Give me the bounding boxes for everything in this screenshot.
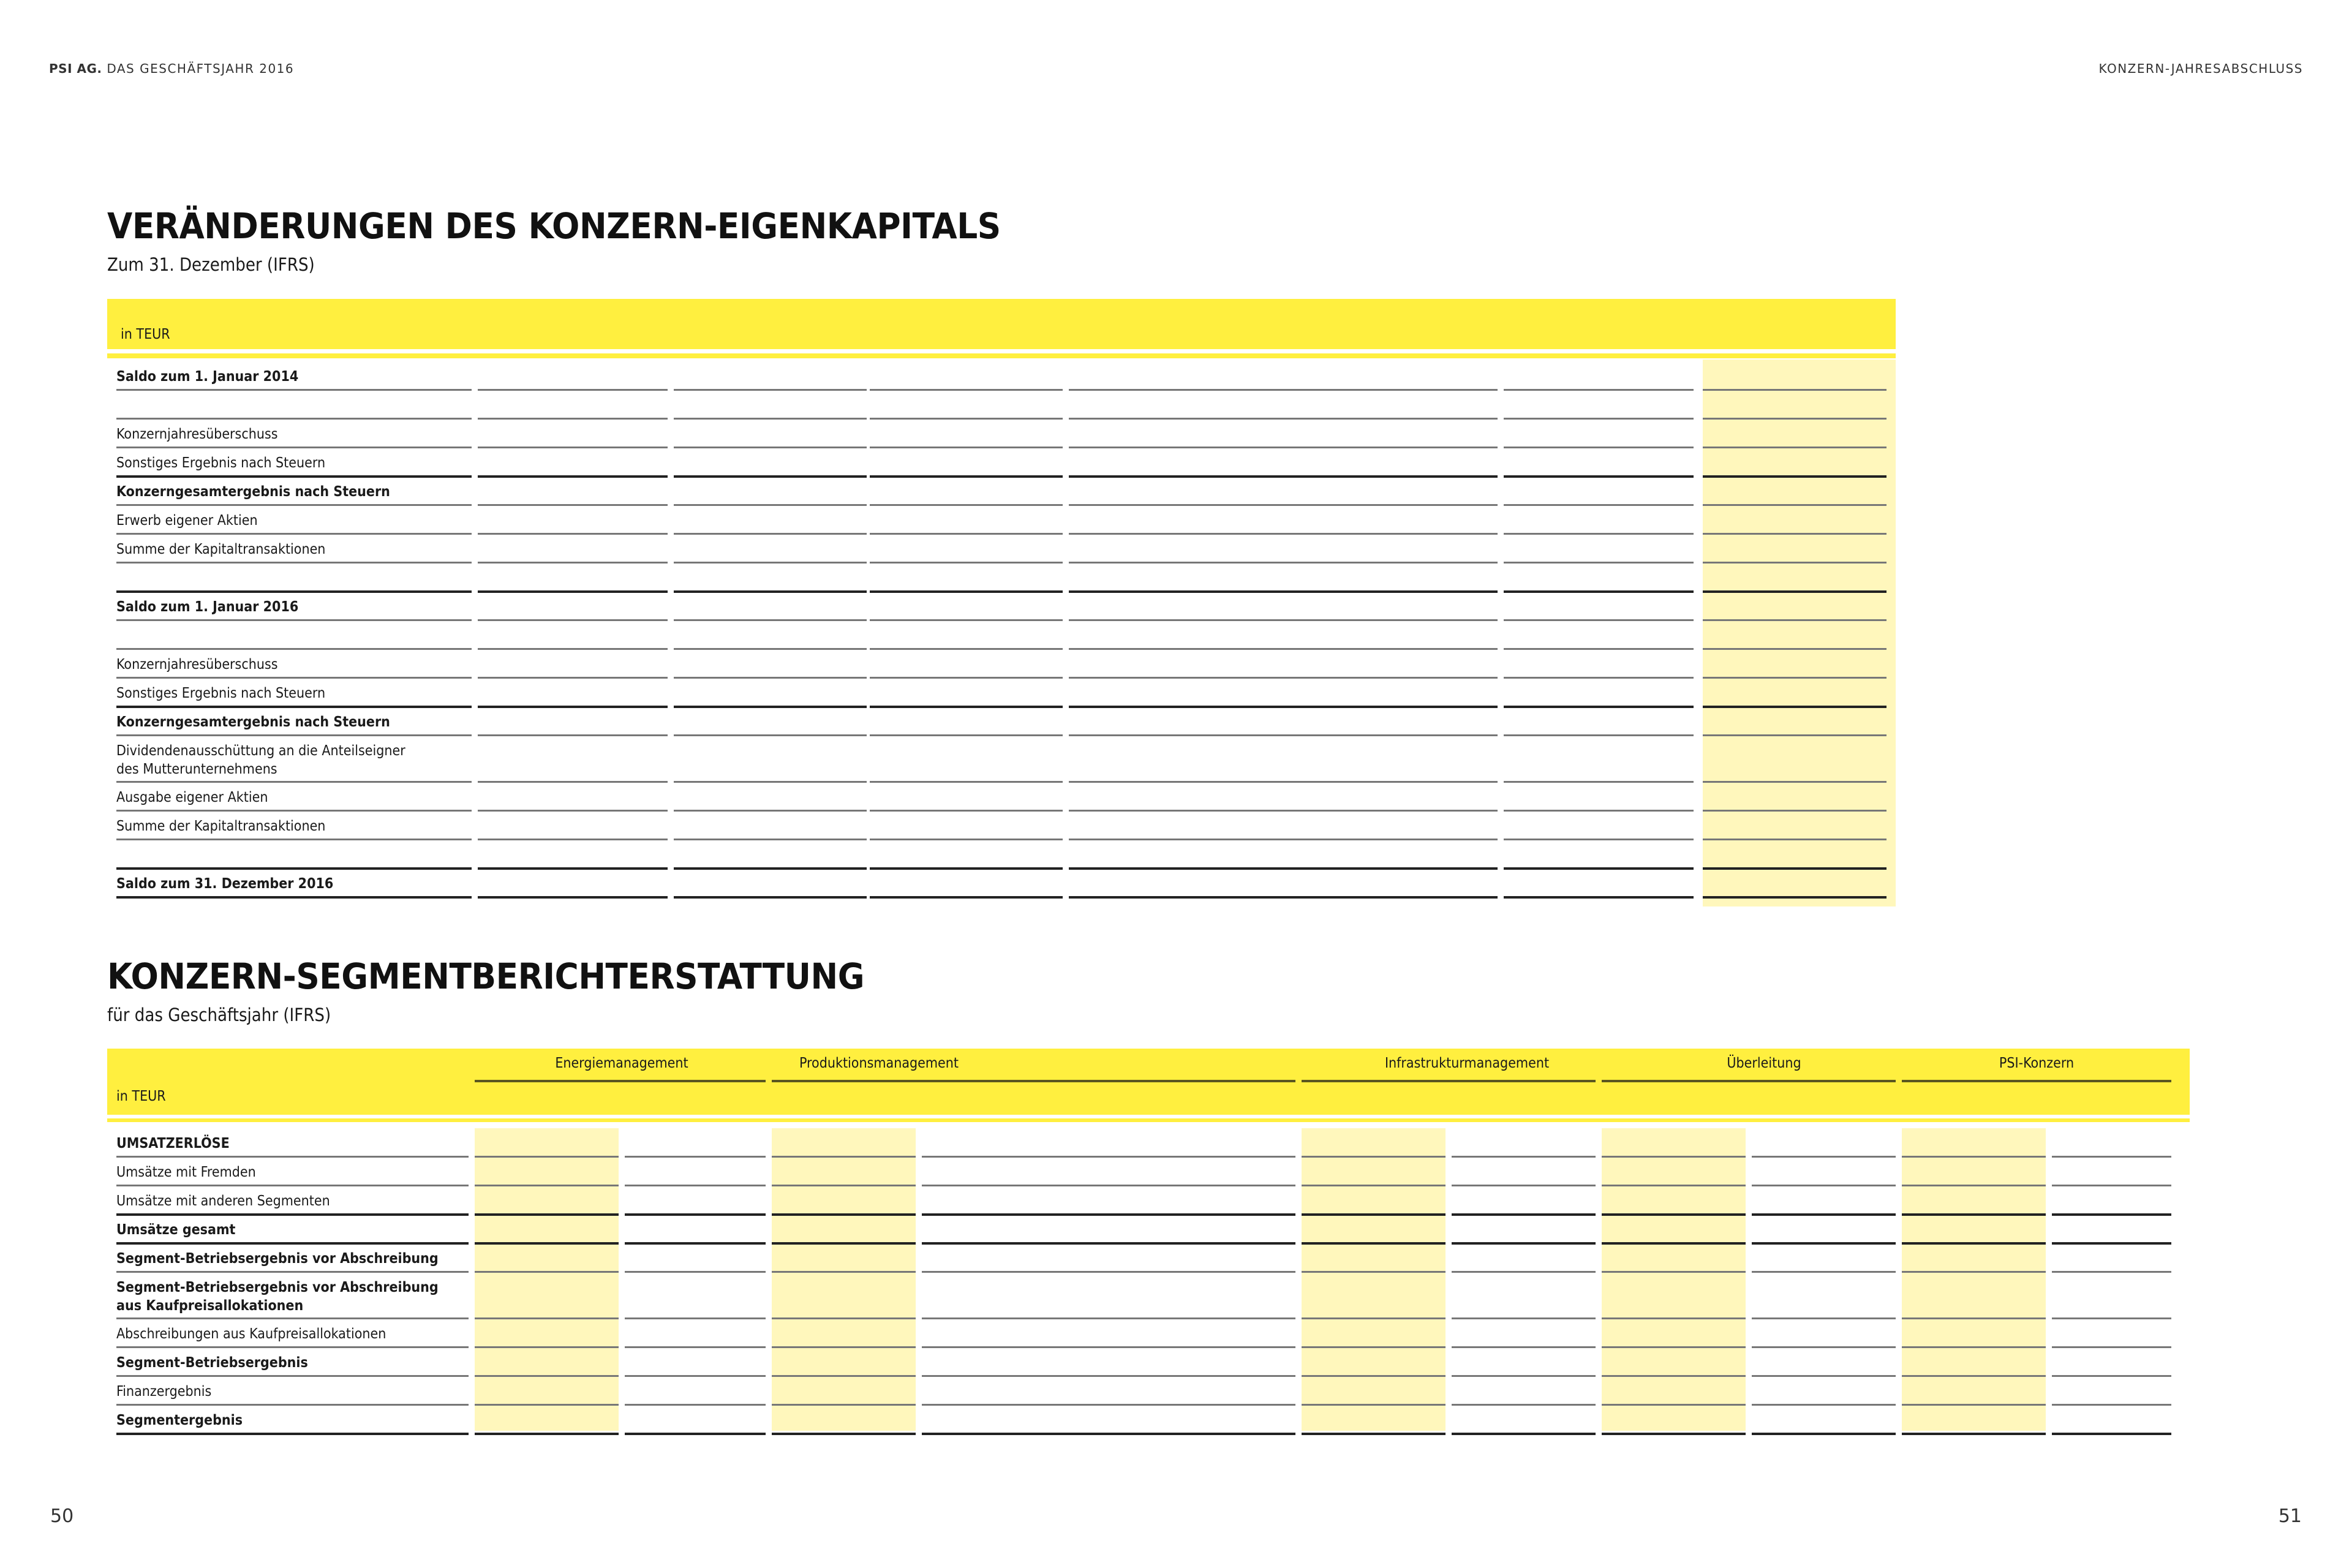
row-rule [478,810,668,812]
row-rule [1452,1375,1596,1377]
row-rule [625,1271,766,1273]
row-rule [1703,781,1887,783]
row-rule [1902,1185,2046,1186]
equity-title: VERÄNDERUNGEN DES KONZERN-EIGENKAPITALS [107,205,1001,247]
row-rule [1069,475,1498,478]
row-rule [2052,1404,2171,1406]
row-rule [475,1242,619,1245]
row-rule [478,418,668,420]
row-rule [116,389,472,391]
row-rule [116,1242,469,1245]
row-rule [1504,734,1694,736]
row-rule [1069,839,1498,840]
row-rule [116,1404,469,1406]
row-rule [674,475,867,478]
row-rule [1504,648,1694,650]
row-rule [772,1271,916,1273]
row-label: Konzernjahresüberschuss [116,657,278,673]
row-rule [2052,1242,2171,1245]
row-rule [772,1156,916,1158]
row-rule [116,475,472,478]
row-rule [1069,418,1498,420]
segment-group-rule [772,1080,1295,1082]
row-rule [2052,1317,2171,1319]
row-rule [1902,1375,2046,1377]
row-rule [1069,896,1498,899]
equity-subtitle: Zum 31. Dezember (IFRS) [107,254,315,275]
row-rule [870,677,1063,679]
row-rule [922,1346,1295,1348]
row-rule [1504,677,1694,679]
row-rule [1452,1317,1596,1319]
row-rule [1602,1213,1746,1216]
row-rule [1302,1185,1446,1186]
row-rule [116,677,472,679]
row-rule [772,1433,916,1435]
row-rule [1302,1242,1446,1245]
row-rule [1703,562,1887,564]
row-rule [116,562,472,564]
row-rule [1703,619,1887,621]
row-rule [1602,1346,1746,1348]
row-rule [1602,1185,1746,1186]
row-rule [870,706,1063,708]
row-rule [1703,734,1887,736]
row-rule [1902,1317,2046,1319]
row-rule [1452,1213,1596,1216]
row-rule [674,533,867,535]
row-rule [1902,1156,2046,1158]
segment-2016-column-highlight [1602,1128,1746,1431]
row-rule [870,418,1063,420]
equity-header-band [107,299,1896,349]
row-rule [1069,562,1498,564]
row-rule [772,1404,916,1406]
row-rule [674,839,867,840]
segment-group-header: Produktionsmanagement [799,1055,959,1071]
row-rule [116,590,472,593]
row-rule [1602,1375,1746,1377]
row-rule [1069,648,1498,650]
row-rule [870,389,1063,391]
row-rule [1703,677,1887,679]
row-rule [674,677,867,679]
row-rule [2052,1185,2171,1186]
page-number-right: 51 [2278,1506,2302,1527]
row-rule [1602,1404,1746,1406]
row-rule [922,1185,1295,1186]
row-rule [674,562,867,564]
row-rule [870,648,1063,650]
row-rule [1504,418,1694,420]
row-label: Dividendenausschüttung an die Anteilseigner [116,743,405,759]
row-rule [1302,1317,1446,1319]
segment-2016-column-highlight [1302,1128,1446,1431]
row-rule [674,389,867,391]
row-rule [625,1375,766,1377]
running-header-brand: PSI AG. [49,61,102,76]
row-rule [2052,1213,2171,1216]
row-label: Sonstiges Ergebnis nach Steuern [116,455,326,471]
row-rule [625,1433,766,1435]
row-label-line2: aus Kaufpreisallokationen [116,1298,304,1314]
row-label: Erwerb eigener Aktien [116,513,258,529]
row-rule [1302,1433,1446,1435]
running-header-text: DAS GESCHÄFTSJAHR 2016 [107,61,295,76]
row-label-line2: des Mutterunternehmens [116,761,277,777]
row-rule [478,839,668,840]
row-rule [1703,896,1887,899]
row-rule [475,1433,619,1435]
row-label: Konzerngesamtergebnis nach Steuern [116,484,390,500]
segment-group-header: PSI-Konzern [1999,1055,2075,1071]
row-rule [1703,533,1887,535]
row-rule [116,418,472,420]
row-rule [674,590,867,593]
row-label: Finanzergebnis [116,1384,212,1400]
row-rule [772,1375,916,1377]
row-rule [478,447,668,448]
row-rule [772,1185,916,1186]
row-label: Sonstiges Ergebnis nach Steuern [116,685,326,701]
row-rule [478,389,668,391]
row-rule [1602,1242,1746,1245]
row-rule [475,1346,619,1348]
row-rule [625,1404,766,1406]
segment-subtitle: für das Geschäftsjahr (IFRS) [107,1005,331,1025]
row-label: Konzerngesamtergebnis nach Steuern [116,714,390,730]
row-rule [1504,896,1694,899]
row-rule [1504,706,1694,708]
row-rule [870,619,1063,621]
row-rule [1069,504,1498,506]
segment-group-rule [1602,1080,1896,1082]
row-rule [478,706,668,708]
row-rule [116,1213,469,1216]
row-rule [116,533,472,535]
row-rule [1703,867,1887,870]
row-rule [1703,447,1887,448]
row-rule [478,677,668,679]
row-rule [674,810,867,812]
row-rule [674,896,867,899]
row-rule [625,1156,766,1158]
row-label: UMSATZERLÖSE [116,1136,230,1152]
row-rule [922,1317,1295,1319]
row-rule [1504,867,1694,870]
row-rule [1452,1346,1596,1348]
row-rule [625,1346,766,1348]
row-rule [116,781,472,783]
row-rule [625,1242,766,1245]
row-rule [475,1271,619,1273]
row-rule [1703,810,1887,812]
row-rule [478,562,668,564]
row-rule [674,867,867,870]
row-rule [478,867,668,870]
row-rule [772,1242,916,1245]
row-rule [1069,677,1498,679]
row-rule [1452,1433,1596,1435]
row-rule [1302,1156,1446,1158]
row-rule [1452,1156,1596,1158]
row-rule [922,1375,1295,1377]
row-rule [870,475,1063,478]
equity-header-underline [107,353,1896,358]
row-rule [1703,648,1887,650]
row-rule [475,1404,619,1406]
row-rule [1504,447,1694,448]
row-label: Segment-Betriebsergebnis vor Abschreibung [116,1251,439,1267]
row-rule [1752,1242,1896,1245]
row-rule [2052,1433,2171,1435]
row-rule [1452,1242,1596,1245]
row-rule [1452,1185,1596,1186]
row-rule [922,1213,1295,1216]
row-rule [116,810,472,812]
segment-2016-column-highlight [475,1128,619,1431]
row-rule [1902,1213,2046,1216]
row-rule [1703,475,1887,478]
row-rule [1504,562,1694,564]
row-rule [1902,1242,2046,1245]
row-rule [116,1433,469,1435]
row-rule [2052,1156,2171,1158]
row-rule [478,504,668,506]
row-rule [1302,1346,1446,1348]
row-rule [1504,389,1694,391]
segment-group-rule [1902,1080,2171,1082]
row-label: Saldo zum 31. Dezember 2016 [116,876,334,892]
row-rule [1752,1213,1896,1216]
row-label: Segmentergebnis [116,1412,243,1428]
row-rule [1703,389,1887,391]
row-rule [1069,389,1498,391]
row-rule [870,839,1063,840]
row-rule [1703,418,1887,420]
row-rule [1504,839,1694,840]
row-rule [478,619,668,621]
row-rule [1703,839,1887,840]
row-rule [1902,1346,2046,1348]
equity-total-column-highlight [1703,360,1896,907]
row-rule [1504,533,1694,535]
row-rule [1452,1271,1596,1273]
row-rule [116,896,472,899]
row-rule [870,504,1063,506]
row-rule [1752,1271,1896,1273]
row-rule [116,734,472,736]
row-rule [475,1375,619,1377]
row-rule [116,1346,469,1348]
segment-group-header: Überleitung [1727,1055,1801,1071]
row-rule [1752,1317,1896,1319]
row-rule [772,1346,916,1348]
row-rule [674,706,867,708]
row-rule [870,734,1063,736]
row-rule [1504,619,1694,621]
row-rule [116,619,472,621]
row-rule [625,1317,766,1319]
row-rule [1752,1433,1896,1435]
row-rule [922,1242,1295,1245]
row-rule [116,1156,469,1158]
row-rule [772,1213,916,1216]
row-rule [1452,1404,1596,1406]
row-rule [674,447,867,448]
row-rule [870,533,1063,535]
row-rule [772,1317,916,1319]
segment-group-header: Infrastrukturmanagement [1384,1055,1550,1071]
row-rule [1069,734,1498,736]
running-header-right: KONZERN-JAHRESABSCHLUSS [2098,61,2303,76]
row-rule [870,447,1063,448]
row-rule [2052,1346,2171,1348]
row-rule [1069,706,1498,708]
row-rule [475,1156,619,1158]
row-rule [475,1317,619,1319]
segment-group-rule [1302,1080,1596,1082]
row-rule [478,475,668,478]
row-rule [922,1156,1295,1158]
segment-title: KONZERN-SEGMENTBERICHTERSTATTUNG [107,956,865,997]
segment-2016-column-highlight [772,1128,916,1431]
row-rule [1504,475,1694,478]
running-header-left [49,61,294,76]
row-rule [2052,1375,2171,1377]
row-rule [1069,619,1498,621]
row-rule [2052,1271,2171,1273]
row-rule [674,648,867,650]
row-label: Saldo zum 1. Januar 2014 [116,369,299,385]
segment-2016-column-highlight [1902,1128,2046,1431]
row-rule [1752,1375,1896,1377]
row-rule [1703,504,1887,506]
row-rule [674,418,867,420]
row-label: Summe der Kapitaltransaktionen [116,541,326,557]
row-rule [1069,810,1498,812]
row-rule [1703,706,1887,708]
row-rule [625,1185,766,1186]
row-rule [1752,1404,1896,1406]
row-rule [478,896,668,899]
row-label: Umsätze mit Fremden [116,1164,256,1180]
row-rule [1302,1213,1446,1216]
row-rule [1902,1404,2046,1406]
row-rule [1069,781,1498,783]
row-rule [870,867,1063,870]
row-rule [116,706,472,708]
row-rule [1069,867,1498,870]
row-rule [674,504,867,506]
row-rule [1504,810,1694,812]
row-rule [116,648,472,650]
row-label: Umsätze mit anderen Segmenten [116,1193,330,1209]
row-label: Umsätze gesamt [116,1222,236,1238]
row-rule [1069,590,1498,593]
row-rule [1602,1433,1746,1435]
row-rule [478,590,668,593]
row-rule [1752,1185,1896,1186]
row-rule [116,867,472,870]
row-rule [922,1404,1295,1406]
row-rule [1752,1156,1896,1158]
row-rule [870,810,1063,812]
row-rule [475,1213,619,1216]
page-number-left: 50 [50,1506,74,1527]
row-rule [922,1433,1295,1435]
row-rule [116,504,472,506]
equity-unit-label: in TEUR [121,326,170,342]
row-rule [625,1213,766,1216]
row-rule [1302,1271,1446,1273]
row-rule [1902,1271,2046,1273]
row-rule [870,781,1063,783]
row-rule [1302,1404,1446,1406]
row-rule [116,839,472,840]
row-rule [1069,533,1498,535]
row-rule [475,1185,619,1186]
segment-unit-label: in TEUR [116,1088,166,1104]
row-rule [1504,504,1694,506]
row-rule [1504,590,1694,593]
row-rule [116,447,472,448]
row-rule [1069,447,1498,448]
row-label: Konzernjahresüberschuss [116,426,278,442]
row-label: Ausgabe eigener Aktien [116,790,268,805]
row-rule [478,648,668,650]
row-rule [1302,1375,1446,1377]
row-rule [1752,1346,1896,1348]
row-rule [870,590,1063,593]
row-rule [674,734,867,736]
row-rule [1902,1433,2046,1435]
row-rule [116,1375,469,1377]
row-rule [1703,590,1887,593]
row-label: Summe der Kapitaltransaktionen [116,818,326,834]
row-rule [870,562,1063,564]
row-rule [1602,1317,1746,1319]
row-rule [674,619,867,621]
segment-group-rule [475,1080,766,1082]
row-rule [478,781,668,783]
row-rule [870,896,1063,899]
row-label: Abschreibungen aus Kaufpreisallokationen [116,1326,386,1342]
segment-group-header: Energiemanagement [555,1055,688,1071]
row-rule [1504,781,1694,783]
row-label: Segment-Betriebsergebnis vor Abschreibung [116,1280,439,1295]
row-rule [116,1185,469,1186]
row-rule [478,533,668,535]
row-rule [1602,1271,1746,1273]
segment-header-underline [107,1118,2190,1122]
row-rule [922,1271,1295,1273]
row-rule [116,1317,469,1319]
row-label: Saldo zum 1. Januar 2016 [116,599,299,615]
row-rule [1602,1156,1746,1158]
row-rule [478,734,668,736]
row-rule [116,1271,469,1273]
row-rule [674,781,867,783]
row-label: Segment-Betriebsergebnis [116,1355,308,1371]
